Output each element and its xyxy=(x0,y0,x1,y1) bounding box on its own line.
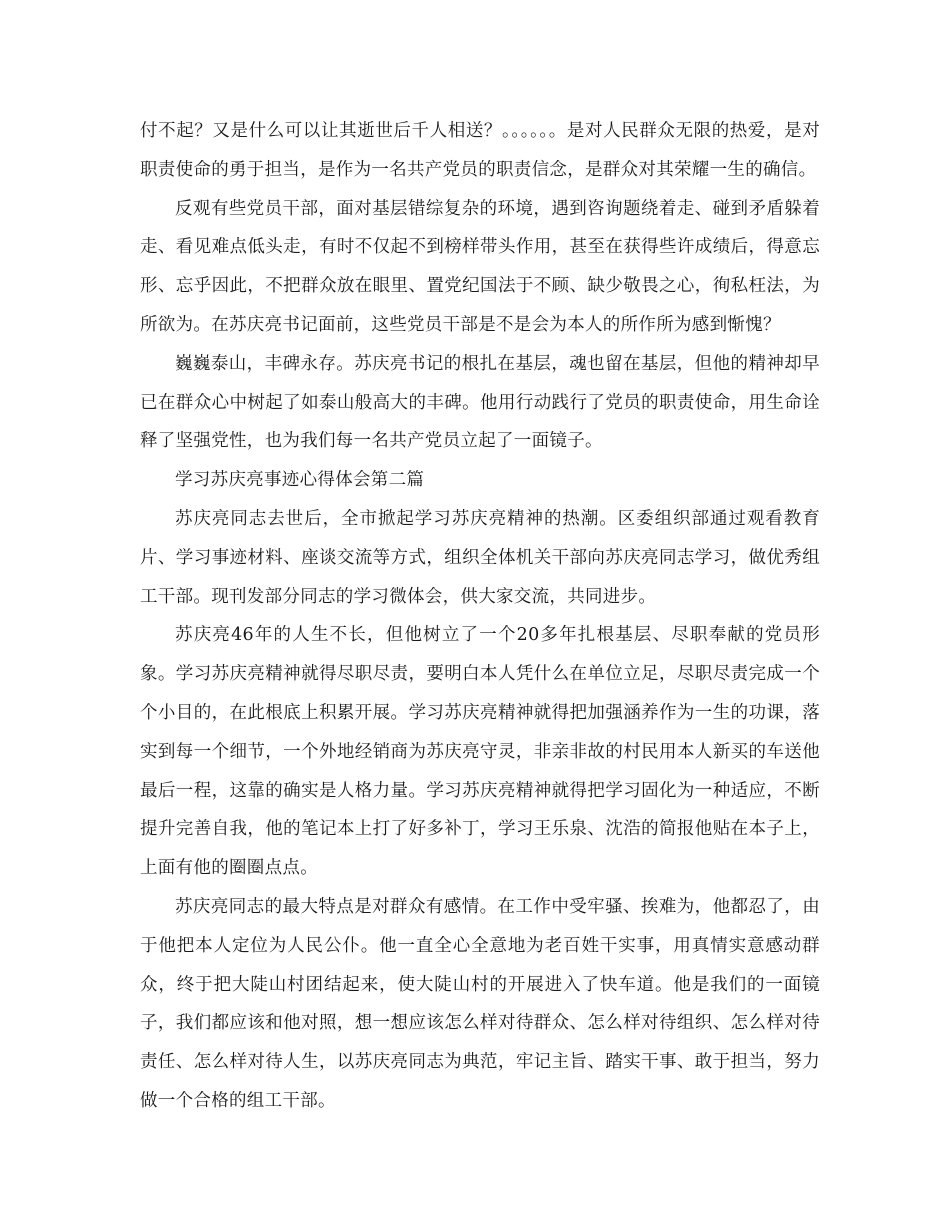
paragraph: 苏庆亮46年的人生不长，但他树立了一个20多年扎根基层、尽职奉献的党员形象。学习苏庆亮精神就得尽职尽责，要明白本人凭什么在单位立足，尽职尽责完成一个个小目的，在此根底上积累开展。学习苏庆亮精神就得把加强涵养作为一生的功课，落实到每一个细节，一个外地经销商为苏庆亮守灵，非亲非故的村民用本人新买的车送他最后一程，这靠的确实是人格力量。学习苏庆亮精神就得把学习固化为一种适应，不断提升完善自我，他的笔记本上打了好多补丁，学习王乐泉、沈浩的简报他贴在本子上，上面有他的圈圈点点。 xyxy=(140,625,820,879)
paragraph: 反观有些党员干部，面对基层错综复杂的环境，遇到咨询题绕着走、碰到矛盾躲着走、看见难点低头走，有时不仅起不到榜样带头作用，甚至在获得些许成绩后，得意忘形、忘乎因此，不把群众放在眼里、置党纪国法于不顾、缺少敬畏之心，徇私枉法，为所欲为。在苏庆亮书记面前，这些党员干部是不是会为本人的所作所为感到惭愧？ xyxy=(140,198,820,335)
section-title: 学习苏庆亮事迹心得体会第二篇 xyxy=(175,470,425,491)
paragraph: 苏庆亮同志去世后，全市掀起学习苏庆亮精神的热潮。区委组织部通过观看教育片、学习事迹材料、座谈交流等方式，组织全体机关干部向苏庆亮同志学习，做优秀组工干部。现刊发部分同志的学习微体会，供大家交流，共同进步。 xyxy=(140,508,820,607)
paragraph: 巍巍泰山，丰碑永存。苏庆亮书记的根扎在基层，魂也留在基层，但他的精神却早已在群众心中树起了如泰山般高大的丰碑。他用行动践行了党员的职责使命，用生命诠释了坚强党性，也为我们每一名共产党员立起了一面镜子。 xyxy=(140,353,820,452)
paragraph: 苏庆亮同志的最大特点是对群众有感情。在工作中受牢骚、挨难为，他都忍了，由于他把本人定位为人民公仆。他一直全心全意地为老百姓干实事，用真情实意感动群众，终于把大陡山村团结起来，使大陡山村的开展进入了快车道。他是我们的一面镜子，我们都应该和他对照，想一想应该怎么样对待群众、怎么样对待组织、怎么样对待责任、怎么样对待人生，以苏庆亮同志为典范，牢记主旨、踏实干事、敢于担当，努力做一个合格的组工干部。 xyxy=(140,896,820,1111)
document-body xyxy=(140,112,820,1121)
paragraph-continuation: 付不起？又是什么可以让其逝世后千人相送？。。。。。。是对人民群众无限的热爱，是对职责使命的勇于担当，是作为一名共产党员的职责信念，是群众对其荣耀一生的确信。 xyxy=(140,121,820,180)
